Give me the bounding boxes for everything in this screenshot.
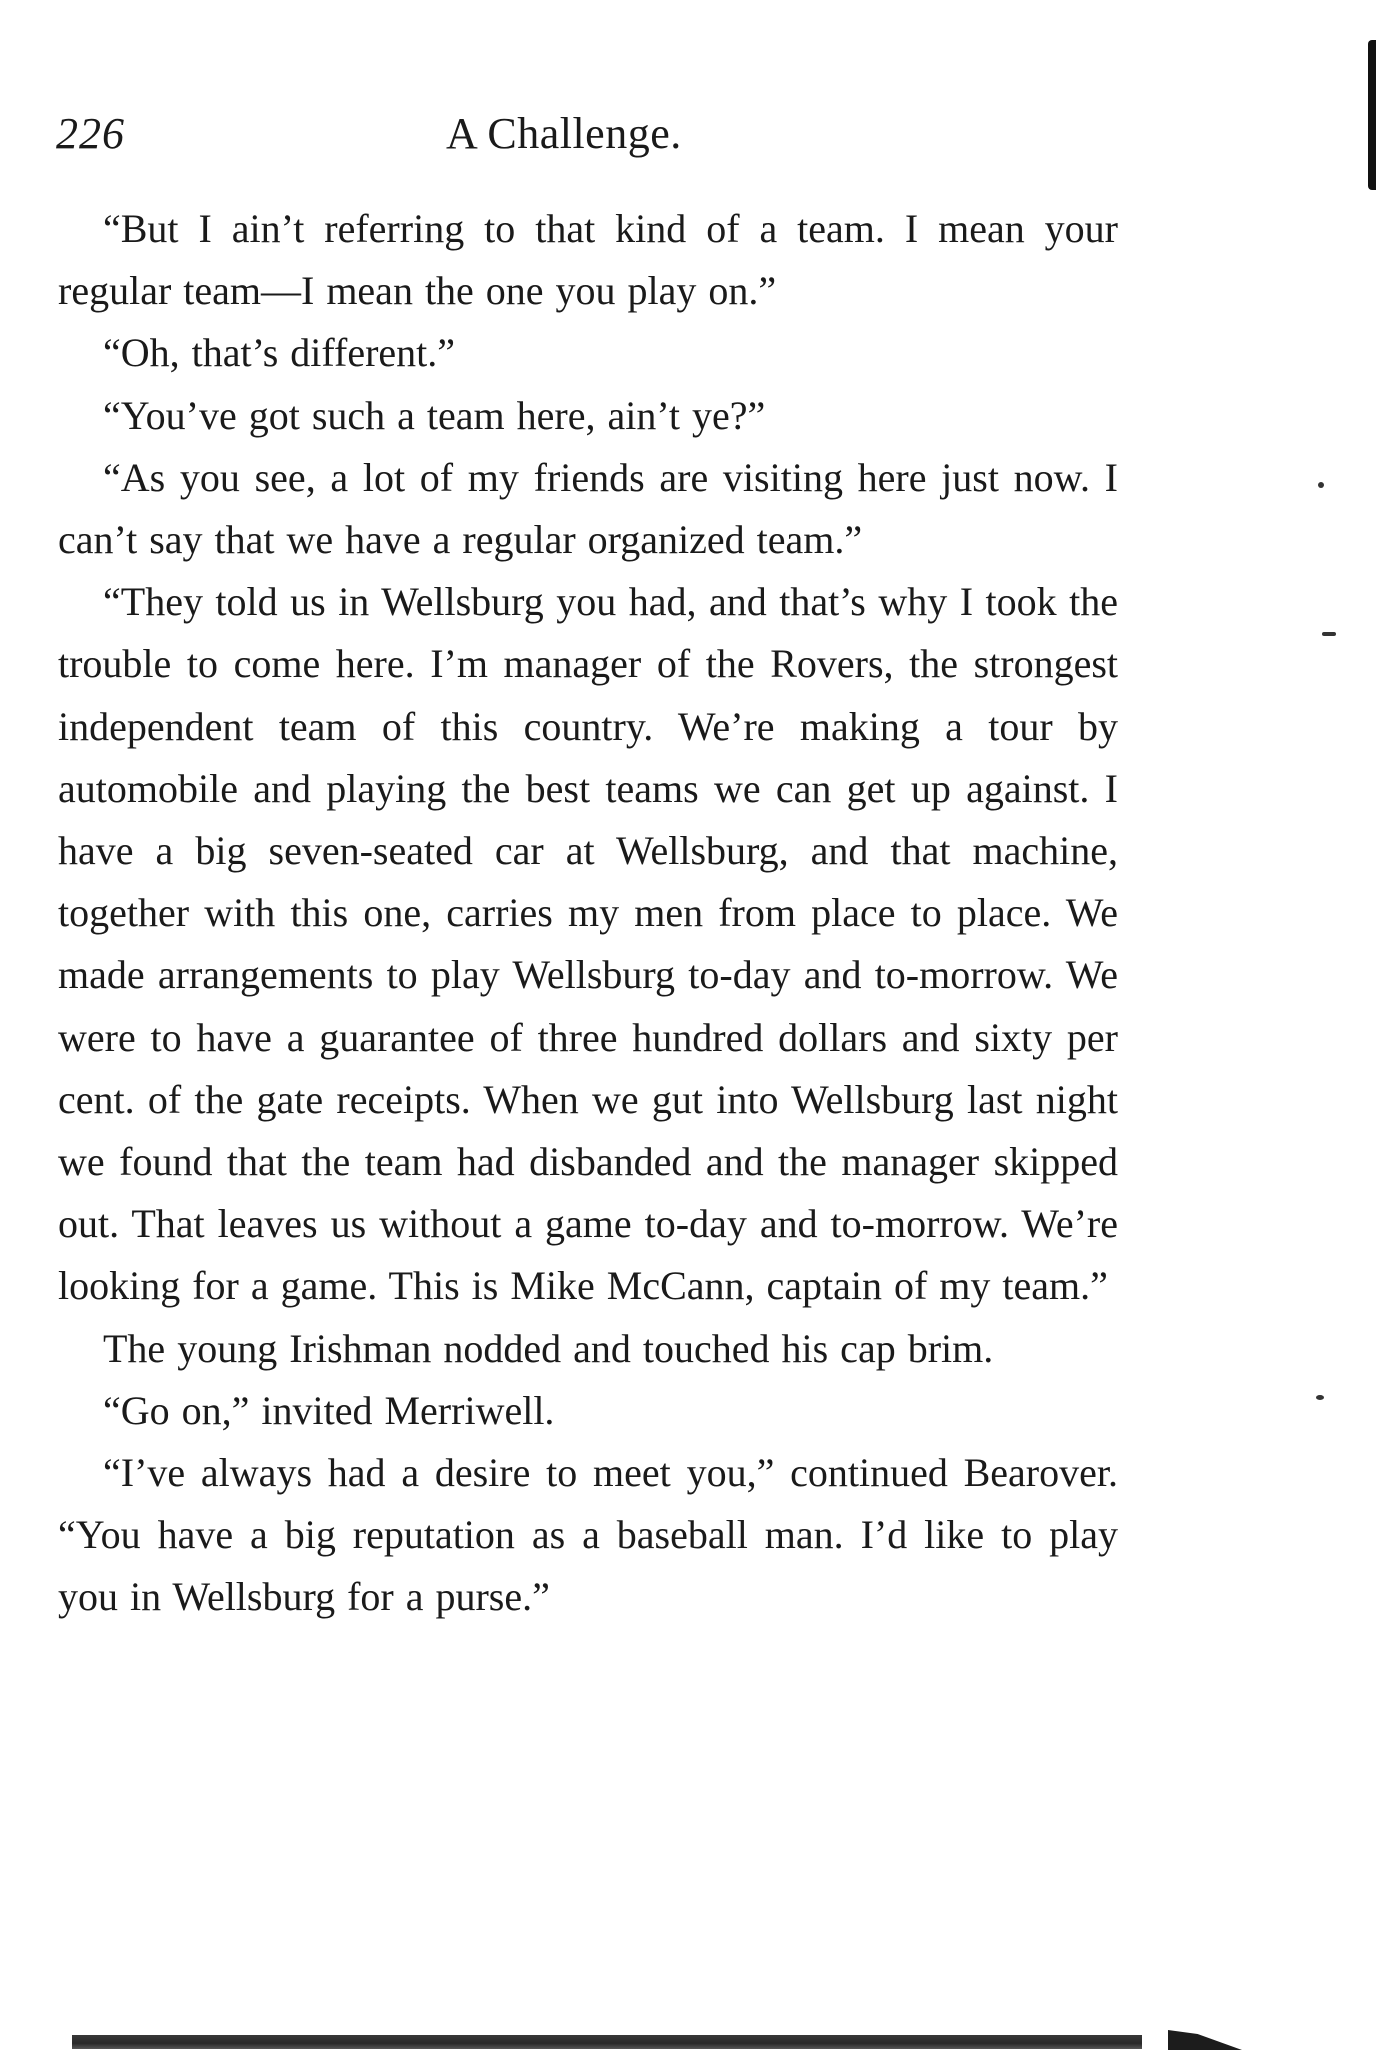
paragraph: “I’ve always had a desire to meet you,” continued Bearover. “You have a big reputation as a baseball man. I’d like to play you in Wellsburg for a purse.” <box>58 1450 1118 1620</box>
paragraph: “As you see, a lot of my friends are visiting here just now. I can’t say that we have a regular organized team.” <box>58 454 1118 563</box>
paragraph: “But I ain’t referring to that kind of a team. I mean your regular team—I mean the one you play on.” <box>58 206 1118 314</box>
page-edge-mark <box>1368 40 1376 190</box>
paragraph: “They told us in Wellsburg you had, and that’s why I took the trouble to come here. I’m manager of the Rovers, the strongest independent team of this country. We’re making a tour by automobile and playing the best teams we can get up against. I have a big seven-seated car at Wellsburg, and that machine, together with this one, carries my men from place to place. We made arrangements to play Wellsburg to-day and to-morrow. We were to have a guarantee of three hundred dollars and sixty per cent. of the gate receipts. When we gut into Wellsburg last night we found that the team had disbanded and the manager skipped out. That leaves us without a game to-day and to-morrow. We’re looking for a game. This is Mike McCann, captain of my team.” <box>58 579 1118 1309</box>
bottom-print-mark <box>1168 2030 1242 2050</box>
body-text <box>58 198 1118 1629</box>
print-speck <box>1322 632 1336 636</box>
bottom-print-rule <box>72 2035 1142 2049</box>
paragraph: “Go on,” invited Merriwell. <box>103 1387 555 1433</box>
running-title: A Challenge. <box>446 109 682 158</box>
print-speck <box>1316 1395 1324 1400</box>
print-speck <box>1318 482 1324 488</box>
page-number: 226 <box>56 109 125 158</box>
paragraph: “You’ve got such a team here, ain’t ye?” <box>103 392 766 438</box>
page-header <box>56 108 1116 168</box>
paragraph: The young Irishman nodded and touched his cap brim. <box>103 1325 994 1371</box>
paragraph: “Oh, that’s different.” <box>103 330 456 376</box>
